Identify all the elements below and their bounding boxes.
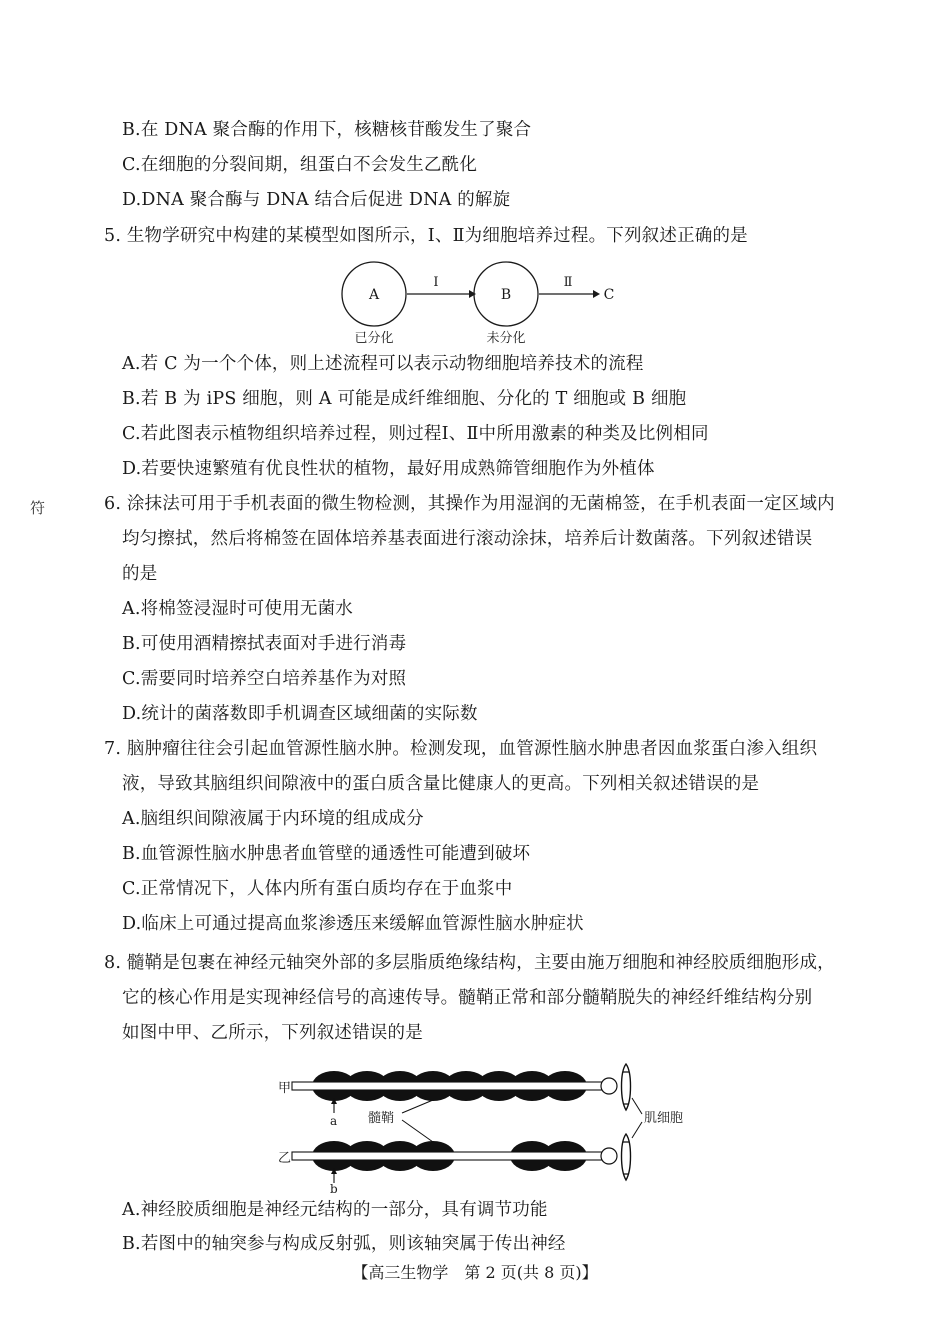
label-b: b (330, 1182, 338, 1193)
page-footer: 【高三生物学 第 2 页(共 8 页)】 (352, 1263, 598, 1282)
q5-cell-culture-diagram (330, 258, 630, 350)
q8-stem-line-3: 如图中甲、乙所示，下列叙述错误的是 (122, 1023, 423, 1043)
arrow-1-label: Ⅰ (433, 275, 439, 290)
q6-option-a (122, 597, 353, 621)
option-label: C. (122, 879, 141, 899)
q8-option-a (122, 1198, 548, 1222)
option-label: D. (122, 704, 142, 724)
option-label: A. (122, 809, 141, 829)
option-text: 可使用酒精擦拭表面对手进行消毒 (140, 634, 407, 654)
option-label: A. (122, 599, 141, 619)
option-text: 若 C 为一个个体，则上述流程可以表示动物细胞培养技术的流程 (140, 354, 644, 374)
option-label: A. (122, 354, 141, 374)
q6-stem-line-2: 均匀擦拭，然后将棉签在固体培养基表面进行滚动涂抹，培养后计数菌落。下列叙述错误 (122, 529, 813, 549)
label-undifferentiated: 未分化 (486, 331, 526, 346)
option-text: 血管源性脑水肿患者血管壁的通透性可能遭到破坏 (140, 844, 531, 864)
option-text: 若 B 为 iPS 细胞，则 A 可能是成纤维细胞、分化的 T 细胞或 B 细胞 (140, 389, 687, 409)
option-label: C. (122, 424, 141, 444)
muscle-cell-top (622, 1064, 631, 1110)
label-differentiated: 已分化 (354, 331, 394, 346)
node-b-label: B (500, 287, 512, 303)
q7-stem-line-1: 7. 脑肿瘤往往会引起血管源性脑水肿。检测发现，血管源性脑水肿患者因血浆蛋白渗入组织 (104, 739, 818, 759)
q7-option-a (122, 807, 424, 831)
option-text: 在细胞的分裂间期，组蛋白不会发生乙酰化 (140, 155, 478, 175)
option-text: 若此图表示植物组织培养过程，则过程Ⅰ、Ⅱ中所用激素的种类及比例相同 (140, 424, 709, 444)
option-text: 若要快速繁殖有优良性状的植物，最好用成熟筛管细胞作为外植体 (141, 459, 655, 479)
q8-nerve-fiber-diagram (268, 1058, 698, 1193)
label-muscle-cell: 肌细胞 (644, 1111, 684, 1126)
q6-stem-line-3: 的是 (122, 564, 158, 584)
q7-option-b (122, 842, 530, 866)
option-text: 脑组织间隙液属于内环境的组成成分 (140, 809, 424, 829)
q7-stem-line-2: 液，导致其脑组织间隙液中的蛋白质含量比健康人的更高。下列相关叙述错误的是 (122, 774, 760, 794)
option-label: C. (122, 155, 141, 175)
q4-option-b (122, 118, 531, 142)
q5-stem: 5. 生物学研究中构建的某模型如图所示，Ⅰ、Ⅱ为细胞培养过程。下列叙述正确的是 (104, 226, 748, 246)
q7-option-c (122, 877, 512, 901)
q5-option-c (122, 422, 709, 446)
option-label: B. (122, 1234, 141, 1254)
node-a-label: A (368, 287, 380, 303)
option-text: 神经胶质细胞是神经元结构的一部分，具有调节功能 (140, 1200, 548, 1220)
option-label: B. (122, 389, 141, 409)
q4-option-d (122, 188, 510, 212)
option-text: 临床上可通过提高血浆渗透压来缓解血管源性脑水肿症状 (141, 914, 584, 934)
fiber-jia (292, 1071, 617, 1101)
q6-option-d (122, 702, 478, 726)
option-text: DNA 聚合酶与 DNA 结合后促进 DNA 的解旋 (141, 190, 511, 210)
option-label: C. (122, 669, 141, 689)
option-label: D. (122, 914, 142, 934)
q8-option-b (122, 1232, 566, 1256)
option-label: B. (122, 844, 141, 864)
node-c-label: C (603, 287, 615, 303)
q8-stem-line-2: 它的核心作用是实现神经信号的高速传导。髓鞘正常和部分髓鞘脱失的神经纤维结构分别 (122, 988, 813, 1008)
option-label: D. (122, 190, 142, 210)
option-label: B. (122, 120, 141, 140)
option-text: 正常情况下，人体内所有蛋白质均存在于血浆中 (140, 879, 513, 899)
arrow-1-head (469, 290, 476, 298)
q5-option-a (122, 352, 644, 376)
fiber-yi (292, 1141, 617, 1171)
option-label: B. (122, 634, 141, 654)
option-label: D. (122, 459, 142, 479)
option-label: A. (122, 1200, 141, 1220)
margin-mark: 符 (30, 499, 46, 517)
option-text: 需要同时培养空白培养基作为对照 (140, 669, 407, 689)
label-myelin: 髓鞘 (368, 1111, 395, 1126)
q6-stem-line-1: 6. 涂抹法可用于手机表面的微生物检测，其操作为用湿润的无菌棉签，在手机表面一定区域内 (104, 494, 835, 514)
option-text: 将棉签浸湿时可使用无菌水 (140, 599, 354, 619)
q6-option-b (122, 632, 406, 656)
q7-option-d (122, 912, 584, 936)
arrow-2-head (593, 290, 600, 298)
muscle-cell-bottom (622, 1134, 631, 1180)
label-yi: 乙 (278, 1151, 292, 1166)
option-text: 若图中的轴突参与构成反射弧，则该轴突属于传出神经 (140, 1234, 566, 1254)
q5-option-d (122, 457, 655, 481)
q4-option-c (122, 153, 477, 177)
option-text: 在 DNA 聚合酶的作用下，核糖核苷酸发生了聚合 (140, 120, 532, 140)
label-a: a (330, 1114, 338, 1128)
arrow-2-label: Ⅱ (563, 275, 573, 290)
q5-option-b (122, 387, 686, 411)
label-jia: 甲 (278, 1081, 292, 1096)
q6-option-c (122, 667, 406, 691)
q8-stem-line-1: 8. 髓鞘是包裹在神经元轴突外部的多层脂质绝缘结构，主要由施万细胞和神经胶质细胞形成， (104, 953, 835, 973)
option-text: 统计的菌落数即手机调查区域细菌的实际数 (141, 704, 478, 724)
